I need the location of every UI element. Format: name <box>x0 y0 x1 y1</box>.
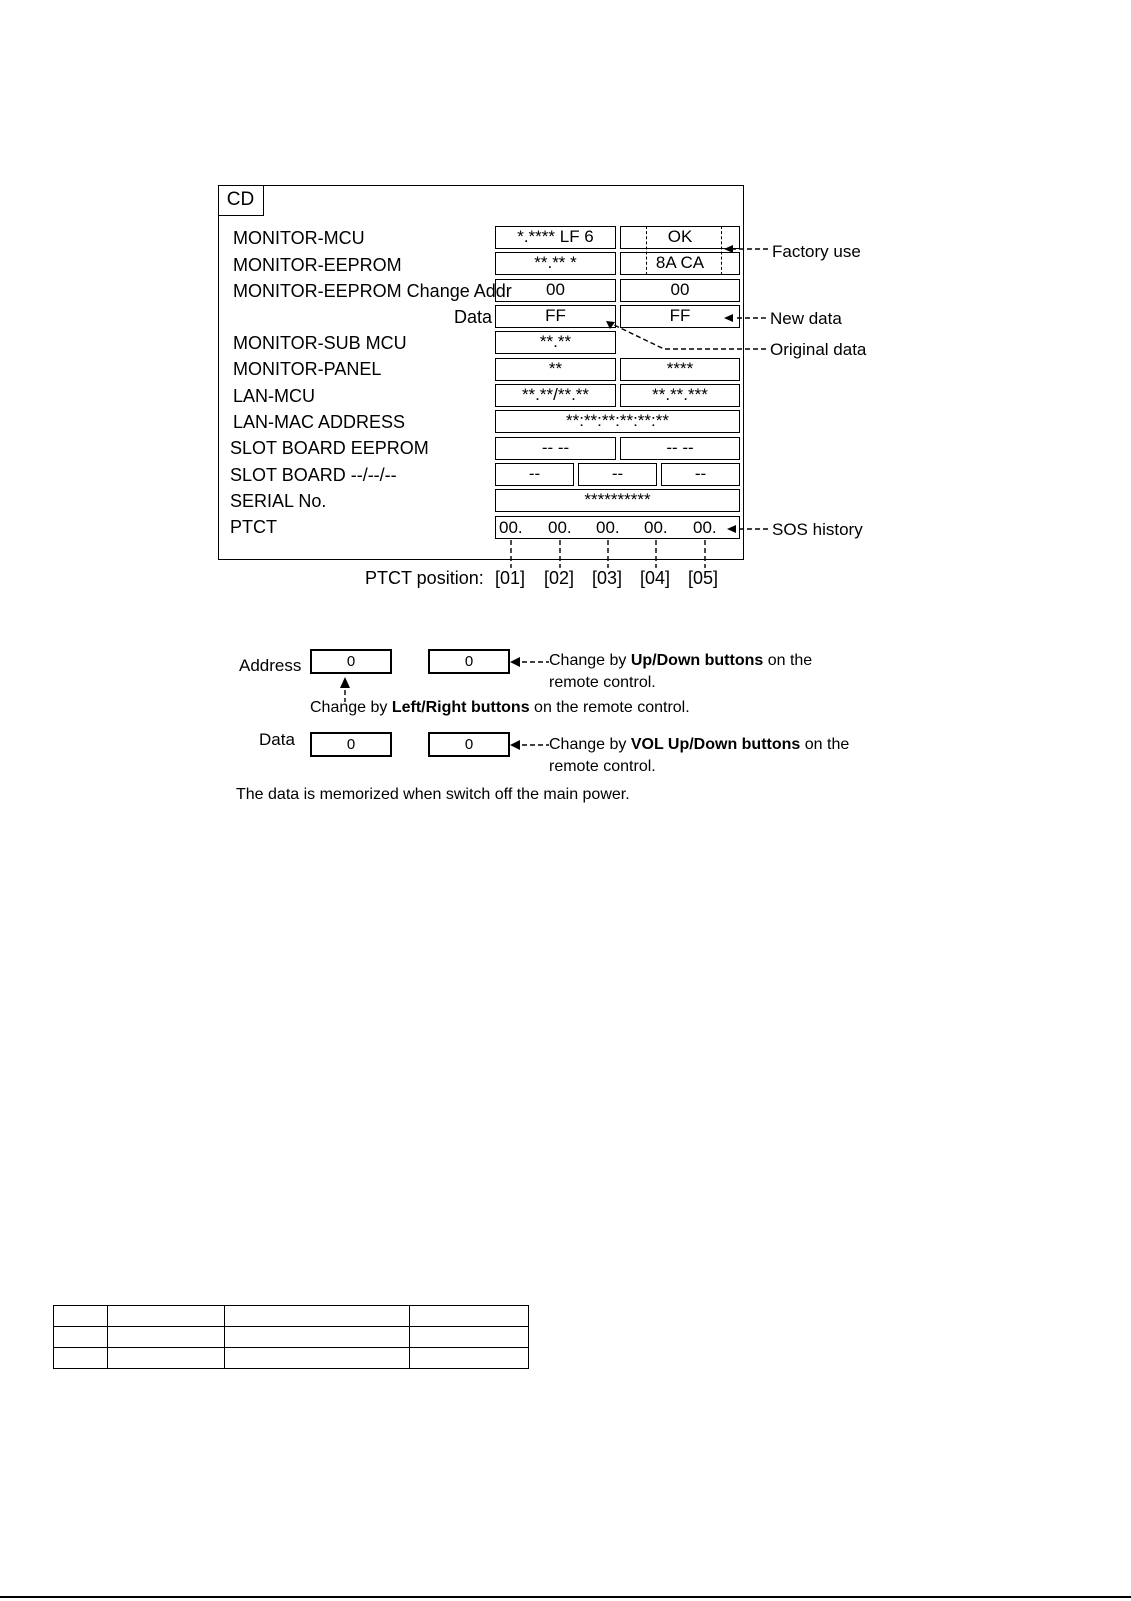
value-slot-board-3: -- <box>661 463 740 486</box>
table-cell <box>410 1306 529 1327</box>
note-leftright-post: on the remote control. <box>529 699 690 716</box>
label-slot-board: SLOT BOARD --/--/-- <box>230 465 397 485</box>
value-serial-no: ********** <box>495 489 740 512</box>
ptct-position-01: [01] <box>495 568 526 588</box>
ptct-value-01: 00. <box>499 518 523 537</box>
cd-tab: CD <box>218 185 264 216</box>
label-lan-mcu: LAN-MCU <box>233 386 316 406</box>
note-leftright-pre: Change by <box>310 699 392 716</box>
note-updown-line1 <box>549 651 812 671</box>
label-monitor-panel: MONITOR-PANEL <box>233 359 382 379</box>
note-vol-pre: Change by <box>549 736 631 753</box>
value-monitor-panel-1: ** <box>495 358 616 381</box>
value-lan-mcu-2: **.**.*** <box>620 384 740 407</box>
value-monitor-mcu: *.**** LF 6 <box>495 226 616 249</box>
value-lan-mac-address: **:**:**:**:**:** <box>495 410 740 433</box>
note-vol-line1 <box>549 735 849 755</box>
note-updown-line2: remote control. <box>549 674 656 691</box>
value-monitor-panel-2: **** <box>620 358 740 381</box>
arrow-updown <box>510 657 520 667</box>
ptct-position-03: [03] <box>592 568 623 588</box>
memorized-note: The data is memorized when switch off the main power. <box>236 786 630 803</box>
label-slot-board-eeprom: SLOT BOARD EEPROM <box>230 438 429 458</box>
value-change-addr-original: 00 <box>495 279 616 302</box>
callout-original-data: Original data <box>770 340 867 359</box>
arrow-vol <box>510 740 520 750</box>
note-updown-pre: Change by <box>549 652 631 669</box>
table-cell <box>54 1306 108 1327</box>
table-cell <box>108 1348 225 1369</box>
callout-sos-history: SOS history <box>772 520 863 539</box>
ptct-value-02: 00. <box>548 518 572 537</box>
table-cell <box>54 1327 108 1348</box>
label-data: Data <box>454 307 493 327</box>
arrow-original-data <box>606 321 615 329</box>
note-vol-bold: VOL Up/Down buttons <box>630 736 801 753</box>
value-slot-board-1: -- <box>495 463 574 486</box>
address-box-right: 0 <box>428 649 510 674</box>
arrow-new-data <box>724 314 733 322</box>
ptct-value-05: 00. <box>693 518 717 537</box>
data-box-left: 0 <box>310 732 392 757</box>
arrow-sos-history <box>727 525 736 533</box>
label-ptct: PTCT <box>230 517 277 537</box>
table-cell <box>54 1348 108 1369</box>
ptct-position-04: [04] <box>640 568 671 588</box>
ptct-value-03: 00. <box>596 518 620 537</box>
value-lan-mcu-1: **.**/**.** <box>495 384 616 407</box>
note-leftright <box>310 698 690 718</box>
table-cell <box>225 1327 410 1348</box>
value-monitor-mcu-status: OK <box>620 226 740 249</box>
data-box-right: 0 <box>428 732 510 757</box>
label-lan-mac-address: LAN-MAC ADDRESS <box>233 412 406 432</box>
label-monitor-sub-mcu: MONITOR-SUB MCU <box>233 333 407 353</box>
table-row <box>54 1327 529 1348</box>
arrow-factory-use <box>724 245 733 253</box>
leader-original-data <box>612 324 766 349</box>
value-slot-eeprom-2: -- -- <box>620 437 740 460</box>
value-monitor-eeprom-checksum: 8A CA <box>620 252 740 275</box>
table-cell <box>410 1327 529 1348</box>
page-bottom-rule <box>0 1596 1131 1598</box>
note-leftright-bold: Left/Right buttons <box>391 699 530 716</box>
value-change-addr-new: 00 <box>620 279 740 302</box>
label-monitor-mcu: MONITOR-MCU <box>233 228 365 248</box>
note-updown-post: on the <box>763 652 813 669</box>
table-cell <box>225 1306 410 1327</box>
ptct-position-label: PTCT position: <box>365 568 484 588</box>
callout-new-data: New data <box>770 309 842 328</box>
table-cell <box>108 1306 225 1327</box>
address-label: Address <box>239 656 302 675</box>
table-cell <box>410 1348 529 1369</box>
label-monitor-eeprom: MONITOR-EEPROM <box>233 255 402 275</box>
note-vol-line2: remote control. <box>549 758 656 775</box>
label-serial-no: SERIAL No. <box>230 491 327 511</box>
callout-factory-use: Factory use <box>772 242 861 261</box>
ptct-position-02: [02] <box>544 568 575 588</box>
table-cell <box>108 1327 225 1348</box>
label-eeprom-change-addr: MONITOR-EEPROM Change Addr <box>233 281 512 301</box>
table-row <box>54 1348 529 1369</box>
table-row <box>54 1306 529 1327</box>
value-monitor-sub-mcu: **.** <box>495 331 616 354</box>
note-updown-bold: Up/Down buttons <box>630 652 764 669</box>
table-cell <box>225 1348 410 1369</box>
empty-grid-table <box>53 1305 529 1369</box>
note-vol-post: on the <box>800 736 850 753</box>
value-slot-eeprom-1: -- -- <box>495 437 616 460</box>
value-slot-board-2: -- <box>578 463 657 486</box>
arrow-leftright <box>340 677 350 688</box>
data-label: Data <box>259 730 295 749</box>
address-box-left: 0 <box>310 649 392 674</box>
value-monitor-eeprom: **.** * <box>495 252 616 275</box>
ptct-value-04: 00. <box>644 518 668 537</box>
value-data-new: FF <box>620 305 740 328</box>
value-data-original: FF <box>495 305 616 328</box>
ptct-position-05: [05] <box>688 568 719 588</box>
